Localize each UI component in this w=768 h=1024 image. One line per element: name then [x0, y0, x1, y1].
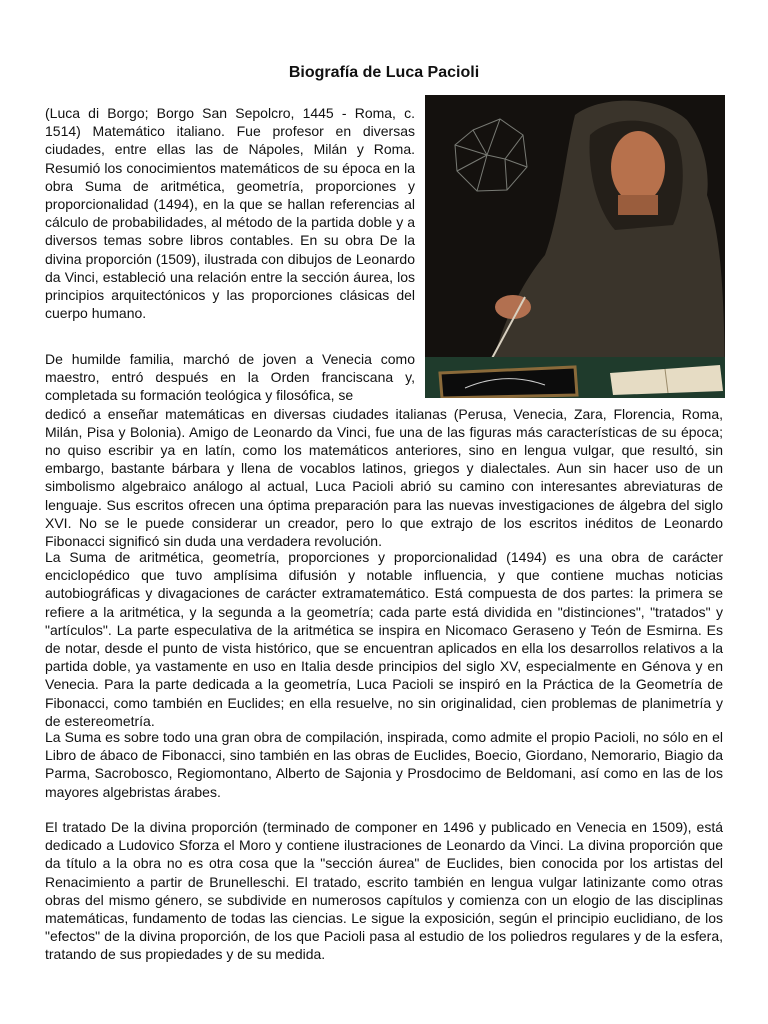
paragraph-divina-proporcion: El tratado De la divina proporción (terminado de componer en 1496 y publicado en Venecia en 1509), está dedicado a Ludovico Sforza el Moro y contiene ilustraciones de Leonardo da Vinci. La divina proporción que da título a la obra no es otra cosa que la "sección áurea" de Euclides, bien conocida por los artistas del Renacimiento a partir de Brunelleschi. El tratado, escrito también en lengua vulgar latinizante como otras obras del mismo género, se subdivide en numerosos capítulos y comienza con un elogio de las disciplinas matemáticas, fundamento de todas las ciencias. Le sigue la exposición, según el principio euclidiano, de los "efectos" de la divina proporción, de los que Pacioli pasa al estudio de los poliedros regulares y de la esfera, tratando de sus propiedades y de su medida.	[45, 819, 723, 963]
paragraph-life-tail: dedicó a enseñar matemáticas en diversas ciudades italianas (Perusa, Venecia, Zara, Florencia, Roma, Milán, Pisa y Bolonia). Amigo de Leonardo da Vinci, fue una de las figuras más características de su época; no quiso escribir ya en latín, como los matemáticos anteriores, sino en lengua vulgar, que resultó, sin embargo, bastante bárbara y llena de vocablos latinos, griegos y dialectales. Aun sin hacer uso de un simbolismo algebraico análogo al actual, Luca Pacioli abrió su camino con interesantes abreviaturas de lenguaje. Sus escritos ofrecen una óptima preparación para las nuevas investigaciones de álgebra del siglo XVI. No se le puede considerar un creador, pero lo que extrajo de los escritos inéditos de Leonardo Fibonacci significó sin duda una verdadera revolución.	[45, 405, 723, 550]
paragraph-suma: La Suma de aritmética, geometría, proporciones y proporcionalidad (1494) es una obra de carácter enciclopédico que tuvo amplísima difusión y notable influencia, y que contiene muchas noticias autobiográficas y divagaciones de carácter extramatemático. Está compuesta de dos partes: la primera se refiere a la aritmética, y la segunda a la geometría; cada parte está dividida en "distinciones", "tratados" y "artículos". La parte especulativa de la aritmética se inspira en Nicomaco Geraseno y Teón de Esmirna. Es de notar, desde el punto de vista histórico, que se encuentran aplicados en ella los desarrollos relativos a la partida doble, ya vastamente en uso en Italia desde principios del siglo XV, especialmente en Génova y en Venecia. Para la parte dedicada a la geometría, Luca Pacioli se inspiró en la Práctica de la Geometría de Fibonacci, como también en Euclides; en ella resuelve, no sin originalidad, cien problemas de planimetría y de estereometría.	[45, 549, 723, 729]
face	[611, 131, 665, 203]
paragraph-intro: (Luca di Borgo; Borgo San Sepolcro, 1445 - Roma, c. 1514) Matemático italiano. Fue profesor en diversas ciudades, entre ellas las de Nápoles, Milán y Roma. Resumió los conocimientos matemáticos de su época en la obra Suma de aritmética, geometría, proporciones y proporcionalidad (1494), en la que se hallan referencias al cálculo de probabilidades, al método de la partida doble y a diversos temas sobre libros contables. En su obra De la divina proporción (1509), ilustrada con dibujos de Leonardo da Vinci, estableció una relación entre la sección áurea, los principios arquitectónicos y las proporciones clásicas del cuerpo humano.	[45, 105, 415, 322]
page-title: Biografía de Luca Pacioli	[288, 64, 480, 81]
paragraph-compilation: La Suma es sobre todo una gran obra de compilación, inspirada, como admite el propio Pacioli, no sólo en el Libro de ábaco de Fibonacci, sino también en las obras de Euclides, Boecio, Giordano, Nemorario, Biagio da Parma, Sacrobosco, Regiomontano, Alberto de Sajonia y Prosdocimo de Beldomani, así como en las de los mayores algebristas árabes.	[45, 729, 723, 800]
paragraph-life-head: De humilde familia, marchó de joven a Venecia como maestro, entró después en la Orden franciscana y, completada su formación teológica y filosófica, se	[45, 351, 415, 404]
paragraph-life	[45, 350, 723, 550]
